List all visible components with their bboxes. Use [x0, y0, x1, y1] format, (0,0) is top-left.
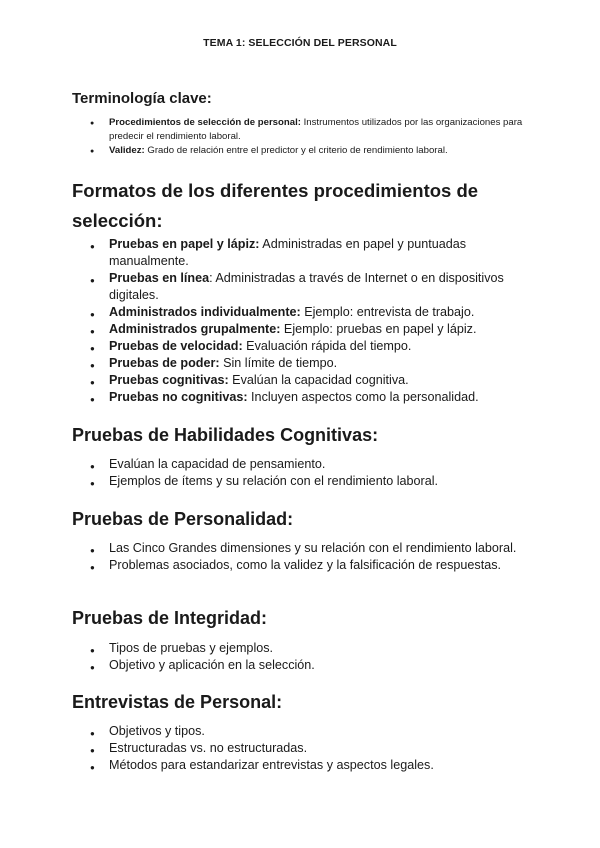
format-description: Ejemplo: pruebas en papel y lápiz. [280, 322, 477, 336]
formats-heading: Formatos de los diferentes procedimientos de selección: [72, 180, 479, 231]
format-label: Pruebas en papel y lápiz: [109, 237, 260, 251]
cognitive-heading: Pruebas de Habilidades Cognitivas: [72, 425, 379, 445]
terminology-list [90, 116, 530, 158]
personality-list [90, 540, 530, 574]
list-item: ● Tipos de pruebas y ejemplos. [90, 640, 530, 657]
interviews-heading: Entrevistas de Personal: [72, 692, 283, 712]
format-description: Administradas en papel y puntuadas manualmente. [109, 237, 467, 268]
format-description: Sin límite de tiempo. [219, 356, 338, 370]
format-description: Evaluación rápida del tiempo. [242, 339, 412, 353]
format-description: Ejemplo: entrevista de trabajo. [300, 305, 475, 319]
format-label: Administrados grupalmente: [109, 322, 281, 336]
list-item: ● Las Cinco Grandes dimensiones y su relación con el rendimiento laboral. [90, 540, 530, 557]
list-item [90, 338, 530, 355]
term-label: Validez: [109, 145, 145, 156]
list-item: ● Ejemplos de ítems y su relación con el rendimiento laboral. [90, 473, 530, 490]
formats-list [90, 236, 530, 406]
format-label: Pruebas cognitivas: [109, 373, 229, 387]
list-item [90, 144, 530, 158]
terminology-heading: Terminología clave: [72, 90, 212, 107]
interviews-list [90, 723, 530, 774]
list-item [90, 304, 530, 321]
list-item: ● Estructuradas vs. no estructuradas. [90, 740, 530, 757]
list-item: ● Problemas asociados, como la validez y la falsificación de respuestas. [90, 557, 530, 574]
integrity-heading: Pruebas de Integridad: [72, 608, 268, 628]
list-item [90, 321, 530, 338]
personality-heading: Pruebas de Personalidad: [72, 509, 294, 529]
list-item [90, 355, 530, 372]
format-label: Pruebas en línea [109, 271, 210, 285]
list-item: ● Métodos para estandarizar entrevistas y aspectos legales. [90, 757, 530, 774]
list-item [90, 236, 530, 270]
list-item [90, 372, 530, 389]
document-title: TEMA 1: SELECCIÓN DEL PERSONAL [203, 37, 397, 49]
format-description: : Administradas a través de Internet o en dispositivos digitales. [109, 271, 504, 302]
format-label: Pruebas no cognitivas: [109, 390, 248, 404]
format-description: Evalúan la capacidad cognitiva. [228, 373, 409, 387]
format-label: Administrados individualmente: [109, 305, 301, 319]
list-item: ● Objetivo y aplicación en la selección. [90, 657, 530, 674]
term-definition: Instrumentos utilizados por las organizaciones para predecir el rendimiento laboral. [109, 117, 523, 142]
integrity-list [90, 640, 530, 674]
cognitive-list [90, 456, 530, 490]
format-label: Pruebas de poder: [109, 356, 220, 370]
term-label: Procedimientos de selección de personal: [109, 117, 301, 128]
list-item [90, 270, 530, 304]
list-item [90, 389, 530, 406]
format-label: Pruebas de velocidad: [109, 339, 243, 353]
list-item [90, 116, 530, 144]
list-item: ● Evalúan la capacidad de pensamiento. [90, 456, 530, 473]
list-item: ● Objetivos y tipos. [90, 723, 530, 740]
format-description: Incluyen aspectos como la personalidad. [247, 390, 479, 404]
term-definition: Grado de relación entre el predictor y el criterio de rendimiento laboral. [144, 145, 448, 156]
